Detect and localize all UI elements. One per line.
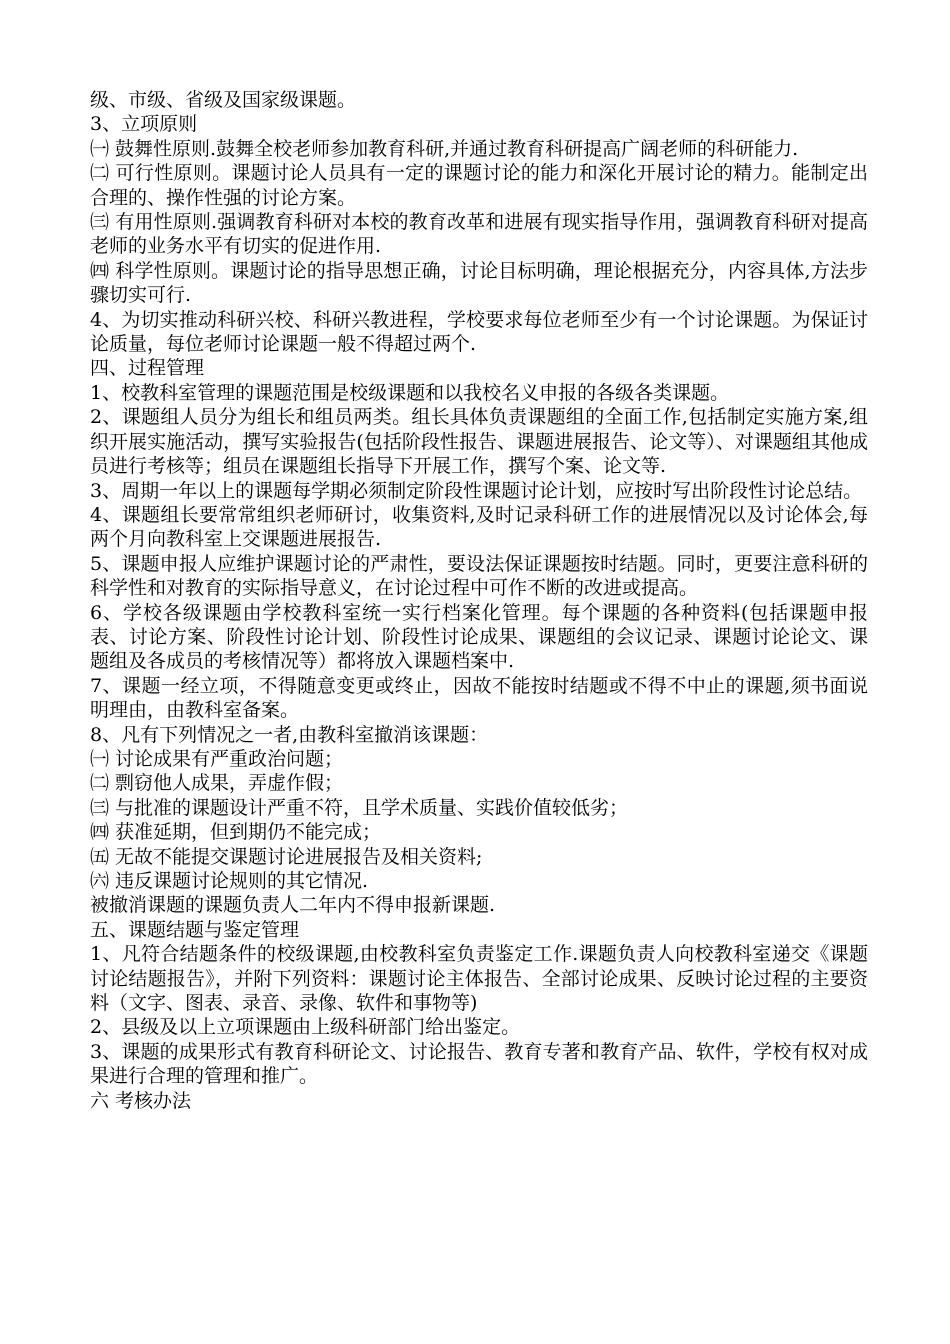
list-item: ㈣ 获准延期，但到期仍不能完成； — [90, 821, 382, 844]
paragraph: 3、周期一年以上的课题每学期必须制定阶段性课题讨论计划，应按时写出阶段性讨论总结。 — [90, 479, 863, 502]
list-item: ㈤ 无故不能提交课题讨论进展报告及相关资料; — [90, 845, 483, 868]
section-heading: 3、立项原则 — [90, 113, 198, 136]
paragraph: 2、县级及以上立项课题由上级科研部门给出鉴定。 — [90, 1016, 521, 1039]
section-heading: 五、课题结题与鉴定管理 — [90, 918, 300, 941]
list-item: ㈡ 剽窃他人成果，弄虚作假； — [90, 772, 344, 795]
paragraph: 级、市级、省级及国家级课题。 — [90, 89, 357, 111]
paragraph: 3、课题的成果形式有教育科研论文、讨论报告、教育专著和教育产品、软件，学校有权对成果进行合理的管理和推广。 — [90, 1040, 868, 1088]
paragraph: ㈢ 有用性原则.强调教育科研对本校的教育改革和进展有现实指导作用，强调教育科研对提高老师的业务水平有切实的促进作用. — [90, 211, 868, 258]
section-heading: 四、过程管理 — [90, 357, 205, 380]
list-item: ㈠ 讨论成果有严重政治问题； — [90, 747, 344, 770]
paragraph: 8、凡有下列情况之一者,由教科室撤消该课题： — [90, 723, 489, 746]
paragraph: ㈣ 科学性原则。课题讨论的指导思想正确，讨论目标明确，理论根据充分，内容具体,方法步骤切实可行. — [90, 259, 868, 307]
paragraph: 1、校教科室管理的课题范围是校级课题和以我校名义申报的各级各类课题。 — [90, 381, 730, 404]
paragraph: 5、课题申报人应维护课题讨论的严肃性，要设法保证课题按时结题。同时，更要注意科研的科学性和对教育的实际指导意义，在讨论过程中可作不断的改进或提高。 — [90, 552, 868, 600]
paragraph: ㈡ 可行性原则。课题讨论人员具有一定的课题讨论的能力和深化开展讨论的精力。能制定出合理的、操作性强的讨论方案。 — [90, 162, 868, 209]
paragraph: 4、为切实推动科研兴校、科研兴教进程，学校要求每位老师至少有一个讨论课题。为保证讨论质量，每位老师讨论课题一般不得超过两个. — [90, 308, 868, 356]
section-heading: 六 考核办法 — [90, 1089, 192, 1112]
paragraph: 4、课题组长要常常组织老师研讨，收集资料,及时记录科研工作的进展情况以及讨论体会,每两个月向教科室上交课题进展报告. — [90, 503, 868, 551]
paragraph: 6、学校各级课题由学校教科室统一实行档案化管理。每个课题的各种资料(包括课题申报表、讨论方案、阶段性讨论计划、阶段性讨论成果、课题组的会议记录、课题讨论论文、课题组及各成员的考核情况等）都将放入课题档案中. — [90, 601, 868, 673]
list-item: ㈢ 与批准的课题设计严重不符，且学术质量、实践价值较低劣； — [90, 796, 629, 819]
paragraph: 2、课题组人员分为组长和组员两类。组长具体负责课题组的全面工作,包括制定实施方案,组织开展实施活动，撰写实验报告(包括阶段性报告、课题进展报告、论文等）、对课题组其他成员进行考核等；组员在课题组长指导下开展工作，撰写个案、论文等. — [90, 406, 868, 478]
paragraph: 1、凡符合结题条件的校级课题,由校教科室负责鉴定工作.课题负责人向校教科室递交《课题讨论结题报告》，并附下列资料：课题讨论主体报告、全部讨论成果、反映讨论过程的主要资料（文字、图表、录音、录像、软件和事物等) — [90, 943, 868, 1015]
list-item: ㈥ 违反课题讨论规则的其它情况. — [90, 870, 369, 892]
paragraph: 被撤消课题的课题负责人二年内不得申报新课题. — [90, 894, 496, 917]
paragraph: 7、课题一经立项，不得随意变更或终止，因故不能按时结题或不得不中止的课题,须书面说明理由，由教科室备案。 — [90, 674, 868, 722]
paragraph: ㈠ 鼓舞性原则.鼓舞全校老师参加教育科研,并通过教育科研提高广阔老师的科研能力. — [90, 137, 799, 160]
